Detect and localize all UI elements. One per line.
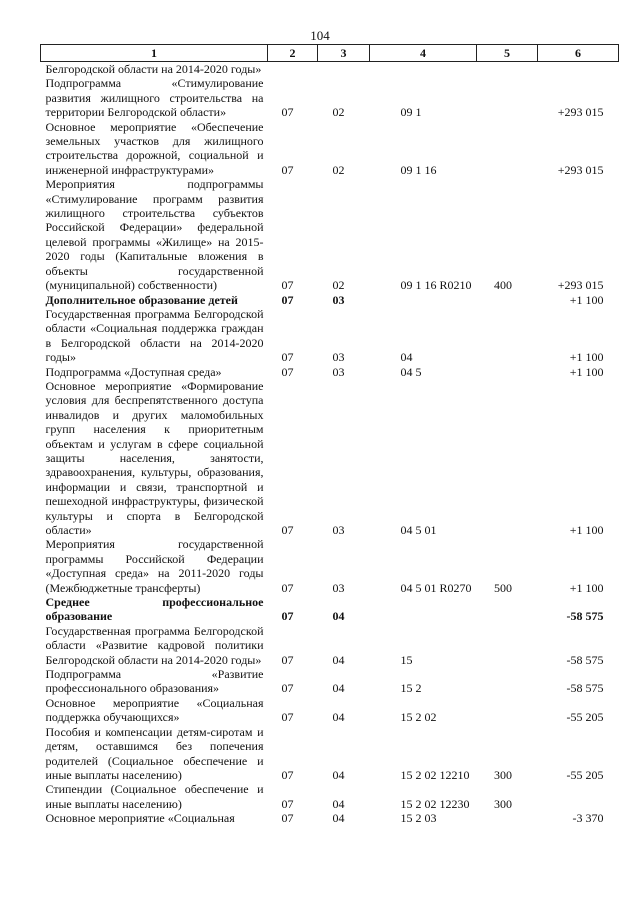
row-target-article: 09 1 16: [400, 162, 437, 177]
row-amount: +1 100: [569, 580, 604, 595]
row-name: Среднее профессиональное образование: [45, 595, 264, 624]
row-expense-type: [477, 811, 538, 825]
table-row: [41, 379, 619, 537]
table-row: [41, 365, 619, 379]
row-name: Дополнительное образование детей: [45, 292, 238, 307]
row-subsection: 03: [332, 523, 345, 537]
row-target-article: 04: [400, 350, 413, 365]
column-header: 4: [370, 45, 477, 62]
row-name: Основное мероприятие «Обеспечение земельных участков для жилищного строительства дорожной, социальной и инженерной инфраструктурами»: [45, 119, 264, 177]
row-subsection: 04: [332, 609, 345, 624]
row-section: 07: [281, 292, 294, 307]
row-target-article: 15 2: [400, 681, 422, 696]
row-expense-type: [477, 76, 538, 119]
row-amount: +1 100: [569, 523, 604, 537]
row-section: [268, 62, 318, 77]
row-expense-type: [477, 379, 538, 537]
row-expense-type: [477, 365, 538, 379]
column-header: 2: [268, 45, 318, 62]
row-subsection: 04: [332, 811, 345, 826]
row-name: Основное мероприятие «Формирование условия для беспрепятственного доступа инвалидов и других маломобильных групп населения к приоритетным объектам и услугам в сфере социальной защиты населения, занятости, здравоохранения, культуры, образования, информации и связи, транспортной и пешеходной инфраструктуры, физической культуры и спорта в Белгородской области»: [45, 378, 264, 537]
row-name: Государственная программа Белгородской области «Развитие кадровой политики Белгородской области на 2014-2020 годы»: [45, 623, 264, 667]
row-target-article: [370, 595, 477, 624]
table-row: [41, 667, 619, 696]
row-amount: +1 100: [569, 350, 604, 365]
row-amount: +293 015: [557, 105, 604, 120]
row-target-article: 04 5 01 R0270: [400, 580, 472, 595]
row-expense-type: [477, 120, 538, 178]
row-expense-type: [477, 62, 538, 77]
row-subsection: 04: [332, 767, 345, 782]
row-name: Государственная программа Белгородской области «Социальная поддержка граждан в Белгородской области на 2014-2020 годы»: [45, 306, 264, 365]
column-header: 6: [538, 45, 619, 62]
row-target-article: 09 1: [400, 105, 422, 120]
page-number: 104: [310, 28, 330, 43]
table-header: [41, 45, 619, 62]
table-row: [41, 624, 619, 667]
row-subsection: 03: [332, 364, 345, 379]
row-name: Подпрограмма «Развитие профессионального образования»: [45, 667, 264, 696]
table-row: [41, 725, 619, 783]
row-name: Основное мероприятие «Социальная: [45, 811, 235, 826]
row-expense-type: 300: [494, 767, 512, 782]
table-row: [41, 76, 619, 119]
row-target-article: 15 2 02 12230: [400, 796, 470, 811]
row-name: Мероприятия государственной программы Российской Федерации «Доступная среда» на 2011-2020 годы (Межбюджетные трансферты): [45, 537, 264, 595]
table-row: [41, 782, 619, 811]
row-name: Мероприятия подпрограммы «Стимулирование программ развития жилищного строительства субъектов Российской Федерации» федеральной целевой программы «Жилище» на 2015-2020 годы (Капитальные вложения в объекты государственной (муниципальной) собственности): [45, 177, 264, 293]
column-header: 5: [477, 45, 538, 62]
row-amount: +1 100: [569, 292, 604, 307]
table-row: [41, 62, 619, 77]
row-name: Подпрограмма «Доступная среда»: [45, 364, 222, 379]
row-target-article: 15: [400, 652, 413, 667]
row-section: 07: [281, 523, 294, 537]
row-section: 07: [281, 364, 294, 379]
row-subsection: 03: [332, 580, 345, 595]
row-amount: -3 370: [572, 811, 604, 826]
table-row: [41, 307, 619, 365]
column-header: 1: [41, 45, 268, 62]
row-name: Основное мероприятие «Социальная поддержка обучающихся»: [45, 695, 264, 725]
row-target-article: 15 2 02: [400, 710, 437, 725]
row-amount: -55 205: [566, 710, 604, 725]
row-section: 07: [281, 710, 294, 725]
row-amount: -58 575: [566, 652, 604, 667]
row-name: Пособия и компенсации детям-сиротам и детям, оставшимся без попечения родителей (Социальное обеспечение и иные выплаты населению): [45, 724, 264, 782]
budget-table: [40, 44, 618, 826]
row-expense-type: 400: [494, 278, 512, 293]
row-name: Белгородской области на 2014-2020 годы»: [45, 62, 262, 76]
row-section: 07: [281, 681, 294, 696]
row-subsection: 02: [332, 278, 345, 293]
row-section: 07: [281, 652, 294, 667]
row-name: Стипендии (Социальное обеспечение и иные выплаты населению): [45, 782, 264, 811]
row-expense-type: 300: [494, 796, 512, 811]
row-section: 07: [281, 811, 294, 826]
row-target-article: 09 1 16 R0210: [400, 278, 472, 293]
row-expense-type: [477, 595, 538, 624]
row-subsection: 04: [332, 652, 345, 667]
row-amount: -58 575: [566, 681, 604, 696]
row-section: 07: [281, 162, 294, 177]
row-amount: +1 100: [569, 364, 604, 379]
row-expense-type: [477, 307, 538, 365]
row-target-article: 15 2 02 12210: [400, 767, 470, 782]
row-section: 07: [281, 105, 294, 120]
row-target-article: 15 2 03: [400, 811, 437, 826]
row-amount: [538, 62, 619, 77]
table-row: [41, 120, 619, 178]
row-expense-type: [477, 667, 538, 696]
table-row: [41, 811, 619, 825]
row-expense-type: [477, 293, 538, 307]
column-header: 3: [318, 45, 370, 62]
row-subsection: 04: [332, 710, 345, 725]
row-section: 07: [281, 580, 294, 595]
row-target-article: 04 5: [400, 364, 422, 379]
row-amount: +293 015: [557, 162, 604, 177]
row-section: 07: [281, 609, 294, 624]
row-target-article: 04 5 01: [400, 523, 437, 537]
row-subsection: 03: [332, 350, 345, 365]
row-target-article: [370, 293, 477, 307]
row-subsection: 03: [332, 292, 345, 307]
row-subsection: [318, 62, 370, 77]
row-section: 07: [281, 350, 294, 365]
table-row: [41, 177, 619, 292]
row-amount: +293 015: [557, 278, 604, 293]
row-expense-type: [477, 624, 538, 667]
row-subsection: 02: [332, 105, 345, 120]
row-amount: -58 575: [566, 609, 604, 624]
row-section: 07: [281, 767, 294, 782]
row-expense-type: 500: [494, 580, 512, 595]
table-row: [41, 293, 619, 307]
table-row: [41, 696, 619, 725]
row-name: Подпрограмма «Стимулирование развития жилищного строительства на территории Белгородской области»: [45, 76, 264, 120]
row-subsection: 04: [332, 796, 345, 811]
row-amount: [538, 782, 619, 811]
row-subsection: 04: [332, 681, 345, 696]
row-section: 07: [281, 796, 294, 811]
row-target-article: [370, 62, 477, 77]
table-row: [41, 595, 619, 624]
table-row: [41, 537, 619, 595]
row-amount: -55 205: [566, 767, 604, 782]
row-subsection: 02: [332, 162, 345, 177]
row-expense-type: [477, 696, 538, 725]
row-section: 07: [281, 278, 294, 293]
